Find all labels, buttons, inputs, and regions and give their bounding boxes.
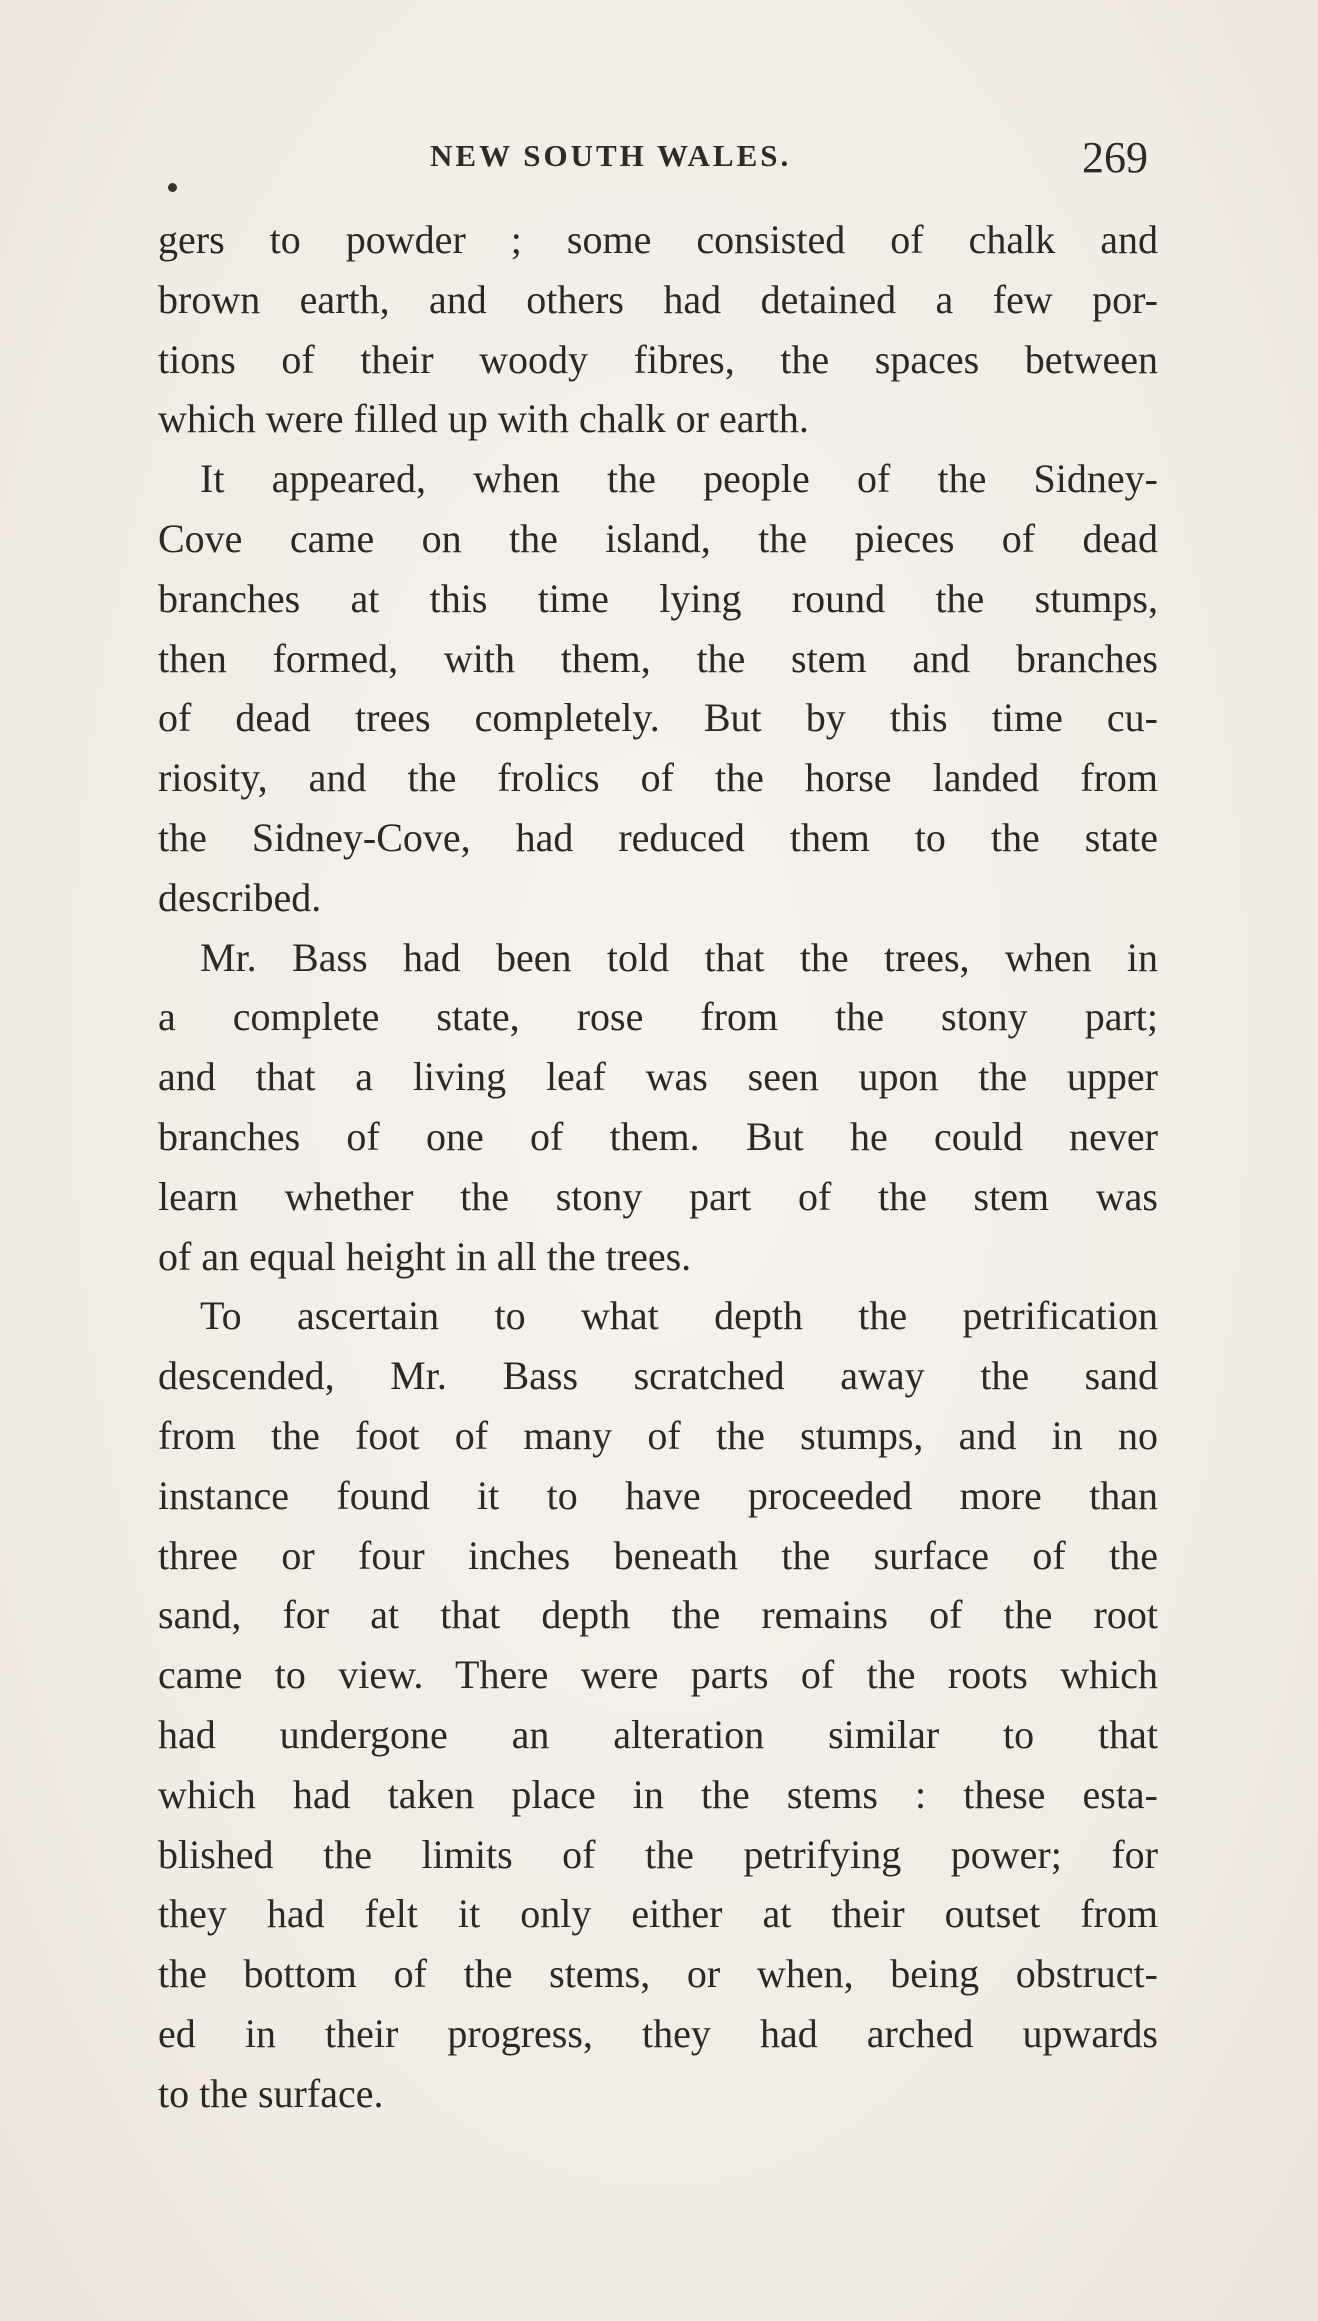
text-line: came to view. There were parts of the roots which <box>158 1652 1158 1698</box>
text-line: which were filled up with chalk or earth. <box>158 396 809 442</box>
text-line: branches of one of them. But he could never <box>158 1113 1158 1159</box>
paragraph-first-line: To ascertain to what depth the petrification <box>200 1293 1158 1339</box>
text-line: three or four inches beneath the surface of the <box>158 1532 1158 1578</box>
text-line: of an equal height in all the trees. <box>158 1233 692 1279</box>
text-line: and that a living leaf was seen upon the upper <box>158 1054 1158 1100</box>
running-head <box>0 133 1318 188</box>
body-text <box>158 210 1158 2124</box>
text-line: instance found it to have proceeded more than <box>158 1472 1158 1518</box>
text-line: described. <box>158 874 322 920</box>
text-line: branches at this time lying round the stumps, <box>158 575 1158 621</box>
text-line: riosity, and the frolics of the horse landed from <box>158 755 1158 801</box>
text-line: to the surface. <box>158 2070 384 2116</box>
text-line: tions of their woody fibres, the spaces between <box>158 336 1158 382</box>
text-line: a complete state, rose from the stony part; <box>158 994 1158 1040</box>
text-line: learn whether the stony part of the stem was <box>158 1173 1158 1219</box>
text-line: the bottom of the stems, or when, being obstruct- <box>158 1951 1158 1997</box>
text-line: from the foot of many of the stumps, and in no <box>158 1412 1158 1458</box>
text-line: of dead trees completely. But by this time cu- <box>158 695 1158 741</box>
text-line: blished the limits of the petrifying power; for <box>158 1831 1158 1877</box>
text-line: sand, for at that depth the remains of the root <box>158 1592 1158 1638</box>
text-line: the Sidney-Cove, had reduced them to the state <box>158 814 1158 860</box>
text-line: Cove came on the island, the pieces of dead <box>158 515 1158 561</box>
text-line: gers to powder ; some consisted of chalk and <box>158 217 1158 262</box>
text-line: they had felt it only either at their outset from <box>158 1891 1158 1937</box>
paragraph-first-line: Mr. Bass had been told that the trees, when in <box>200 934 1158 980</box>
ink-speck <box>168 183 177 192</box>
text-line: ed in their progress, they had arched upwards <box>158 2010 1158 2056</box>
paragraph-first-line: It appeared, when the people of the Sidney- <box>200 456 1158 502</box>
running-title: NEW SOUTH WALES. <box>430 138 792 173</box>
text-line: descended, Mr. Bass scratched away the sand <box>158 1353 1158 1399</box>
text-line: brown earth, and others had detained a few por- <box>158 276 1158 322</box>
page-number: 269 <box>1082 133 1148 182</box>
text-line: had undergone an alteration similar to that <box>158 1711 1158 1757</box>
text-line: then formed, with them, the stem and branches <box>158 635 1158 681</box>
text-line: which had taken place in the stems : these esta- <box>158 1771 1158 1817</box>
